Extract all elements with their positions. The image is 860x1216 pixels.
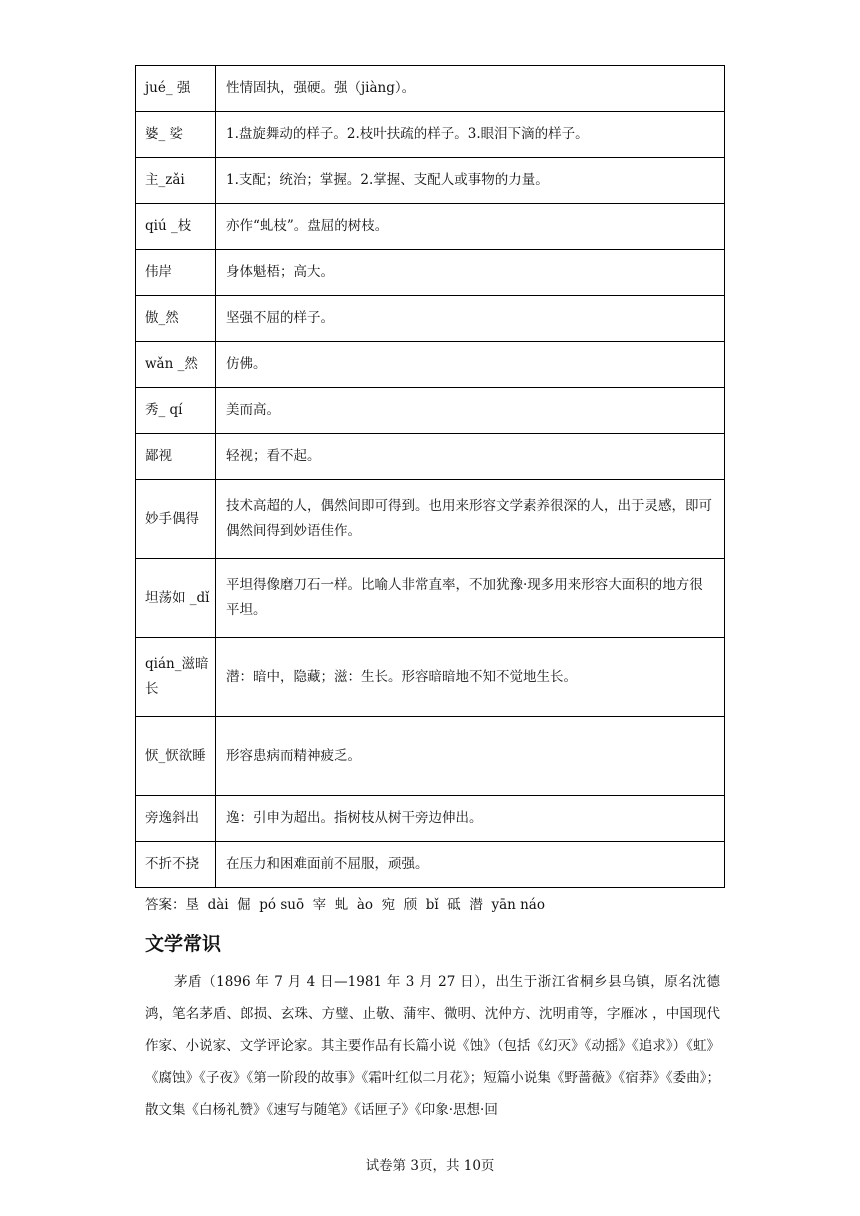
term-cell: 妙手偶得 <box>136 480 216 559</box>
table-row <box>136 388 725 434</box>
term-cell: qián_滋暗长 <box>136 638 216 717</box>
term-cell: 主_zǎi <box>136 158 216 204</box>
term-cell: wǎn _然 <box>136 342 216 388</box>
definition-cell: 轻视；看不起。 <box>216 434 725 480</box>
definition-cell: 身体魁梧；高大。 <box>216 250 725 296</box>
answer-line: 答案：垦 dài 倔 pó suō 宰 虬 ào 宛 颀 bǐ 砥 潜 yān náo <box>145 897 545 913</box>
table-row <box>136 296 725 342</box>
definition-cell: 1.盘旋舞动的样子。2.枝叶扶疏的样子。3.眼泪下滴的样子。 <box>216 112 725 158</box>
term-cell: 恹_恹欲睡 <box>136 717 216 796</box>
table-row <box>136 480 725 559</box>
definition-cell: 潜：暗中，隐藏；滋：生长。形容暗暗地不知不觉地生长。 <box>216 638 725 717</box>
term-cell: jué_ 强 <box>136 66 216 112</box>
term-cell: 秀_ qí <box>136 388 216 434</box>
term-cell: 不折不挠 <box>136 842 216 888</box>
vocab-table <box>135 65 725 888</box>
term-cell: 伟岸 <box>136 250 216 296</box>
table-row <box>136 66 725 112</box>
table-row <box>136 204 725 250</box>
term-cell: 旁逸斜出 <box>136 796 216 842</box>
table-row <box>136 638 725 717</box>
definition-cell: 1.支配；统治；掌握。2.掌握、支配人或事物的力量。 <box>216 158 725 204</box>
section-title: 文学常识 <box>145 933 222 955</box>
term-cell: 坦荡如 _dǐ <box>136 559 216 638</box>
definition-cell: 性情固执，强硬。强（jiàng）。 <box>216 66 725 112</box>
table-row <box>136 842 725 888</box>
table-row <box>136 434 725 480</box>
definition-cell: 美而高。 <box>216 388 725 434</box>
definition-cell: 逸：引申为超出。指树枝从树干旁边伸出。 <box>216 796 725 842</box>
term-cell: 鄙视 <box>136 434 216 480</box>
definition-cell: 在压力和困难面前不屈服，顽强。 <box>216 842 725 888</box>
table-row <box>136 158 725 204</box>
page-footer: 试卷第 3页，共 10页 <box>365 1158 495 1174</box>
table-row <box>136 112 725 158</box>
bio-paragraph: 茅盾（1896 年 7 月 4 日—1981 年 3 月 27 日），出生于浙江省桐乡县乌镇，原名沈德鸿，笔名茅盾、郎损、玄珠、方璧、止敬、蒲牢、微明、沈仲方、沈明甫等，字雁冰 ，中国现代作家、小说家、文学评论家。其主要作品有长篇小说《蚀》（包括《幻灭》《动摇》《追求》）《虹》《腐蚀》《子夜》《第一阶段的故事》《霜叶红似二月花》；短篇小说集《野蔷薇》《宿莽》《委曲》；散文集《白杨礼赞》《速写与随笔》《话匣子》《印象·思想·回 <box>145 974 720 1118</box>
definition-cell: 平坦得像磨刀石一样。比喻人非常直率，不加犹豫·现多用来形容大面积的地方很平坦。 <box>216 559 725 638</box>
definition-cell: 坚强不屈的样子。 <box>216 296 725 342</box>
table-row <box>136 559 725 638</box>
table-row <box>136 342 725 388</box>
definition-cell: 亦作“虬枝”。盘屈的树枝。 <box>216 204 725 250</box>
definition-cell: 技术高超的人，偶然间即可得到。也用来形容文学素养很深的人，出于灵感，即可偶然间得到妙语佳作。 <box>216 480 725 559</box>
definition-cell: 形容患病而精神疲乏。 <box>216 717 725 796</box>
term-cell: qiú _枝 <box>136 204 216 250</box>
term-cell: 傲_然 <box>136 296 216 342</box>
table-row <box>136 796 725 842</box>
table-row <box>136 717 725 796</box>
definition-cell: 仿佛。 <box>216 342 725 388</box>
term-cell: 婆_ 娑 <box>136 112 216 158</box>
table-row <box>136 250 725 296</box>
